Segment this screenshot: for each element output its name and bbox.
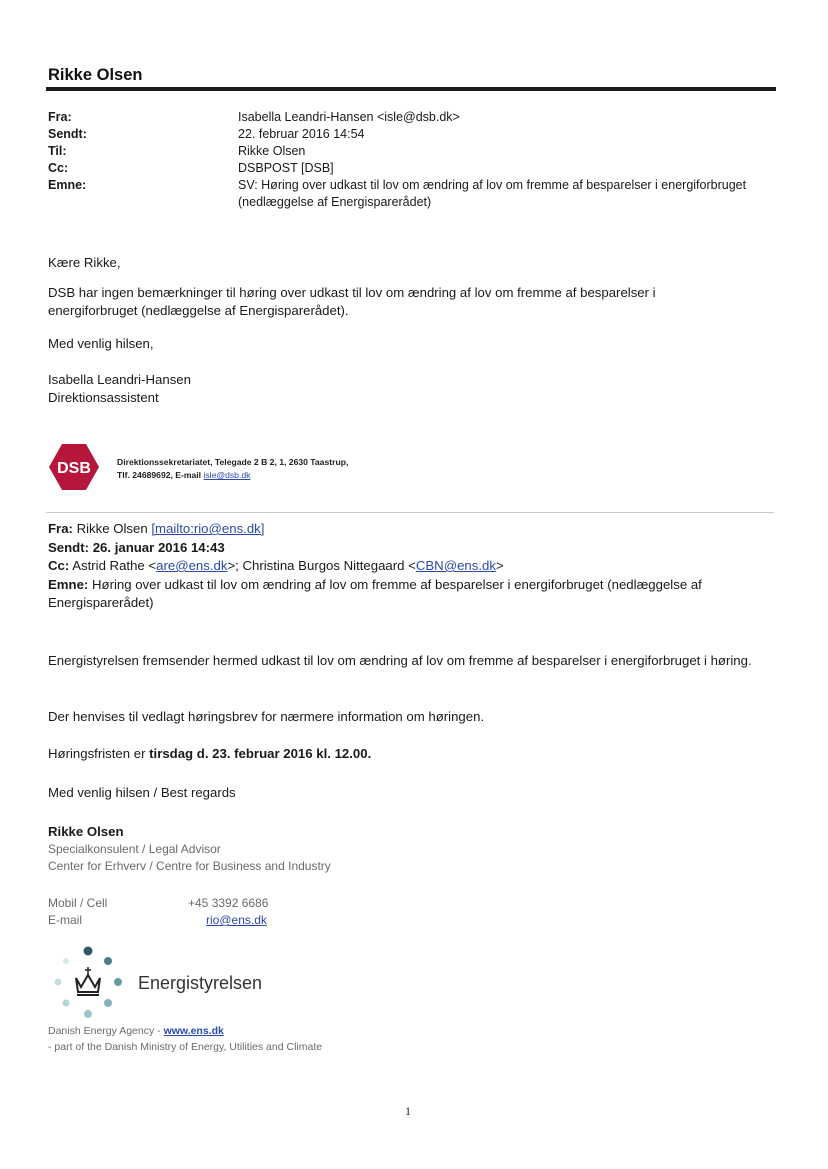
fwd-paragraph-1: Energistyrelsen fremsender hermed udkast til lov om ændring af lov om fremme af besparelser i energiforbruget i høring. [48, 653, 752, 668]
fwd-closing: Med venlig hilsen / Best regards [48, 785, 236, 800]
ministry-line: - part of the Danish Ministry of Energy, Utilities and Climate [48, 1041, 323, 1053]
recipient-title: Rikke Olsen [48, 66, 143, 84]
fwd-cc-name2: ; Christina Burgos Nittegaard [235, 558, 405, 573]
field-cc-value: DSBPOST [DSB] [238, 161, 334, 175]
agency-website-link[interactable]: www.ens.dk [163, 1025, 224, 1037]
dsb-reply-body: DSB har ingen bemærkninger til høring over udkast til lov om ændring af lov om fremme af besparelser i energiforbruget (nedlæggelse af Energisparerådet). [48, 285, 656, 318]
email-separator [46, 512, 774, 513]
closing: Med venlig hilsen, [48, 336, 154, 351]
agency-line [48, 1024, 224, 1038]
fwd-sig-title: Specialkonsulent / Legal Advisor [48, 842, 221, 856]
mobile-value: +45 3392 6686 [188, 896, 269, 910]
fwd-paragraph-2: Der henvises til vedlagt høringsbrev for nærmere information om høringen. [48, 709, 485, 724]
fwd-cc-label: Cc: [48, 558, 70, 573]
fwd-from-name: Rikke Olsen [76, 521, 148, 536]
fwd-sig-dept: Center for Erhverv / Centre for Business and Industry [48, 859, 331, 873]
field-cc-label: Cc: [48, 161, 69, 175]
fwd-deadline-prefix: Høringsfristen er [48, 746, 150, 761]
fwd-from-mailto-link[interactable]: [mailto:rio@ens.dk] [151, 521, 265, 536]
fwd-cc-email1-link[interactable]: are@ens.dk [156, 558, 228, 573]
dsb-logo-shape [48, 443, 100, 491]
dsb-signature-address: Direktionssekretariatet, Telegade 2 B 2, 1, 2630 Taastrup, [117, 457, 349, 467]
sender-name: Isabella Leandri-Hansen [48, 372, 191, 387]
dsb-logo-text: DSB [57, 460, 91, 477]
fwd-subject-line [48, 576, 760, 612]
field-sent-value: 22. februar 2016 14:54 [238, 127, 365, 141]
fwd-sig-name: Rikke Olsen [48, 824, 124, 839]
fwd-sent-value: 26. januar 2016 14:43 [92, 540, 225, 555]
dsb-signature-email-link[interactable]: isle@dsb.dk [203, 470, 251, 480]
fwd-deadline-date: tirsdag d. 23. februar 2016 kl. 12.00. [149, 746, 372, 761]
email-label: E-mail [48, 913, 83, 927]
fwd-sent-label: Sendt: [48, 540, 90, 555]
fwd-cc-line: Cc: Astrid Rathe <are@ens.dk>; Christina Burgos Nittegaard <CBN@ens.dk> [48, 558, 504, 573]
page-number: 1 [405, 1104, 411, 1118]
agency-prefix: Danish Energy Agency - [48, 1025, 164, 1037]
energistyrelsen-logo-text: Energistyrelsen [138, 973, 263, 993]
field-to-label: Til: [48, 144, 67, 158]
field-sent-label: Sendt: [48, 127, 87, 141]
fwd-cc-email2-link[interactable]: CBN@ens.dk [415, 558, 496, 573]
crown-dots-icon [48, 942, 138, 1022]
fwd-subject-value: Høring over udkast til lov om ændring af lov om fremme af besparelser i energiforbruget (nedlæggelse af Energisparerådet) [48, 577, 702, 610]
fwd-from-label: Fra: [48, 521, 73, 536]
fwd-deadline [48, 745, 371, 763]
energistyrelsen-logo [48, 942, 138, 1022]
dsb-signature-phone: Tlf. 24689692, E-mail [117, 470, 204, 480]
mobile-label: Mobil / Cell [48, 896, 108, 910]
field-from-value: Isabella Leandri-Hansen <isle@dsb.dk> [238, 110, 460, 124]
field-subject-value: SV: Høring over udkast til lov om ændring af lov om fremme af besparelser i energiforbruget (nedlæggelse af Energisparerådet) [238, 178, 747, 209]
field-to-value: Rikke Olsen [238, 144, 306, 158]
sender-title: Direktionsassistent [48, 390, 159, 405]
header-rule [46, 87, 776, 91]
dsb-signature-contact [117, 468, 250, 482]
fwd-sent-line [48, 539, 225, 557]
field-from-label: Fra: [48, 110, 72, 124]
field-subject-label: Emne: [48, 178, 87, 192]
greeting: Kære Rikke, [48, 255, 121, 270]
fwd-from-line [48, 520, 264, 538]
email-value-link[interactable]: rio@ens.dk [206, 913, 267, 927]
fwd-cc-name1: Astrid Rathe [72, 558, 145, 573]
fwd-subject-label: Emne: [48, 577, 89, 592]
dsb-logo [48, 443, 100, 491]
